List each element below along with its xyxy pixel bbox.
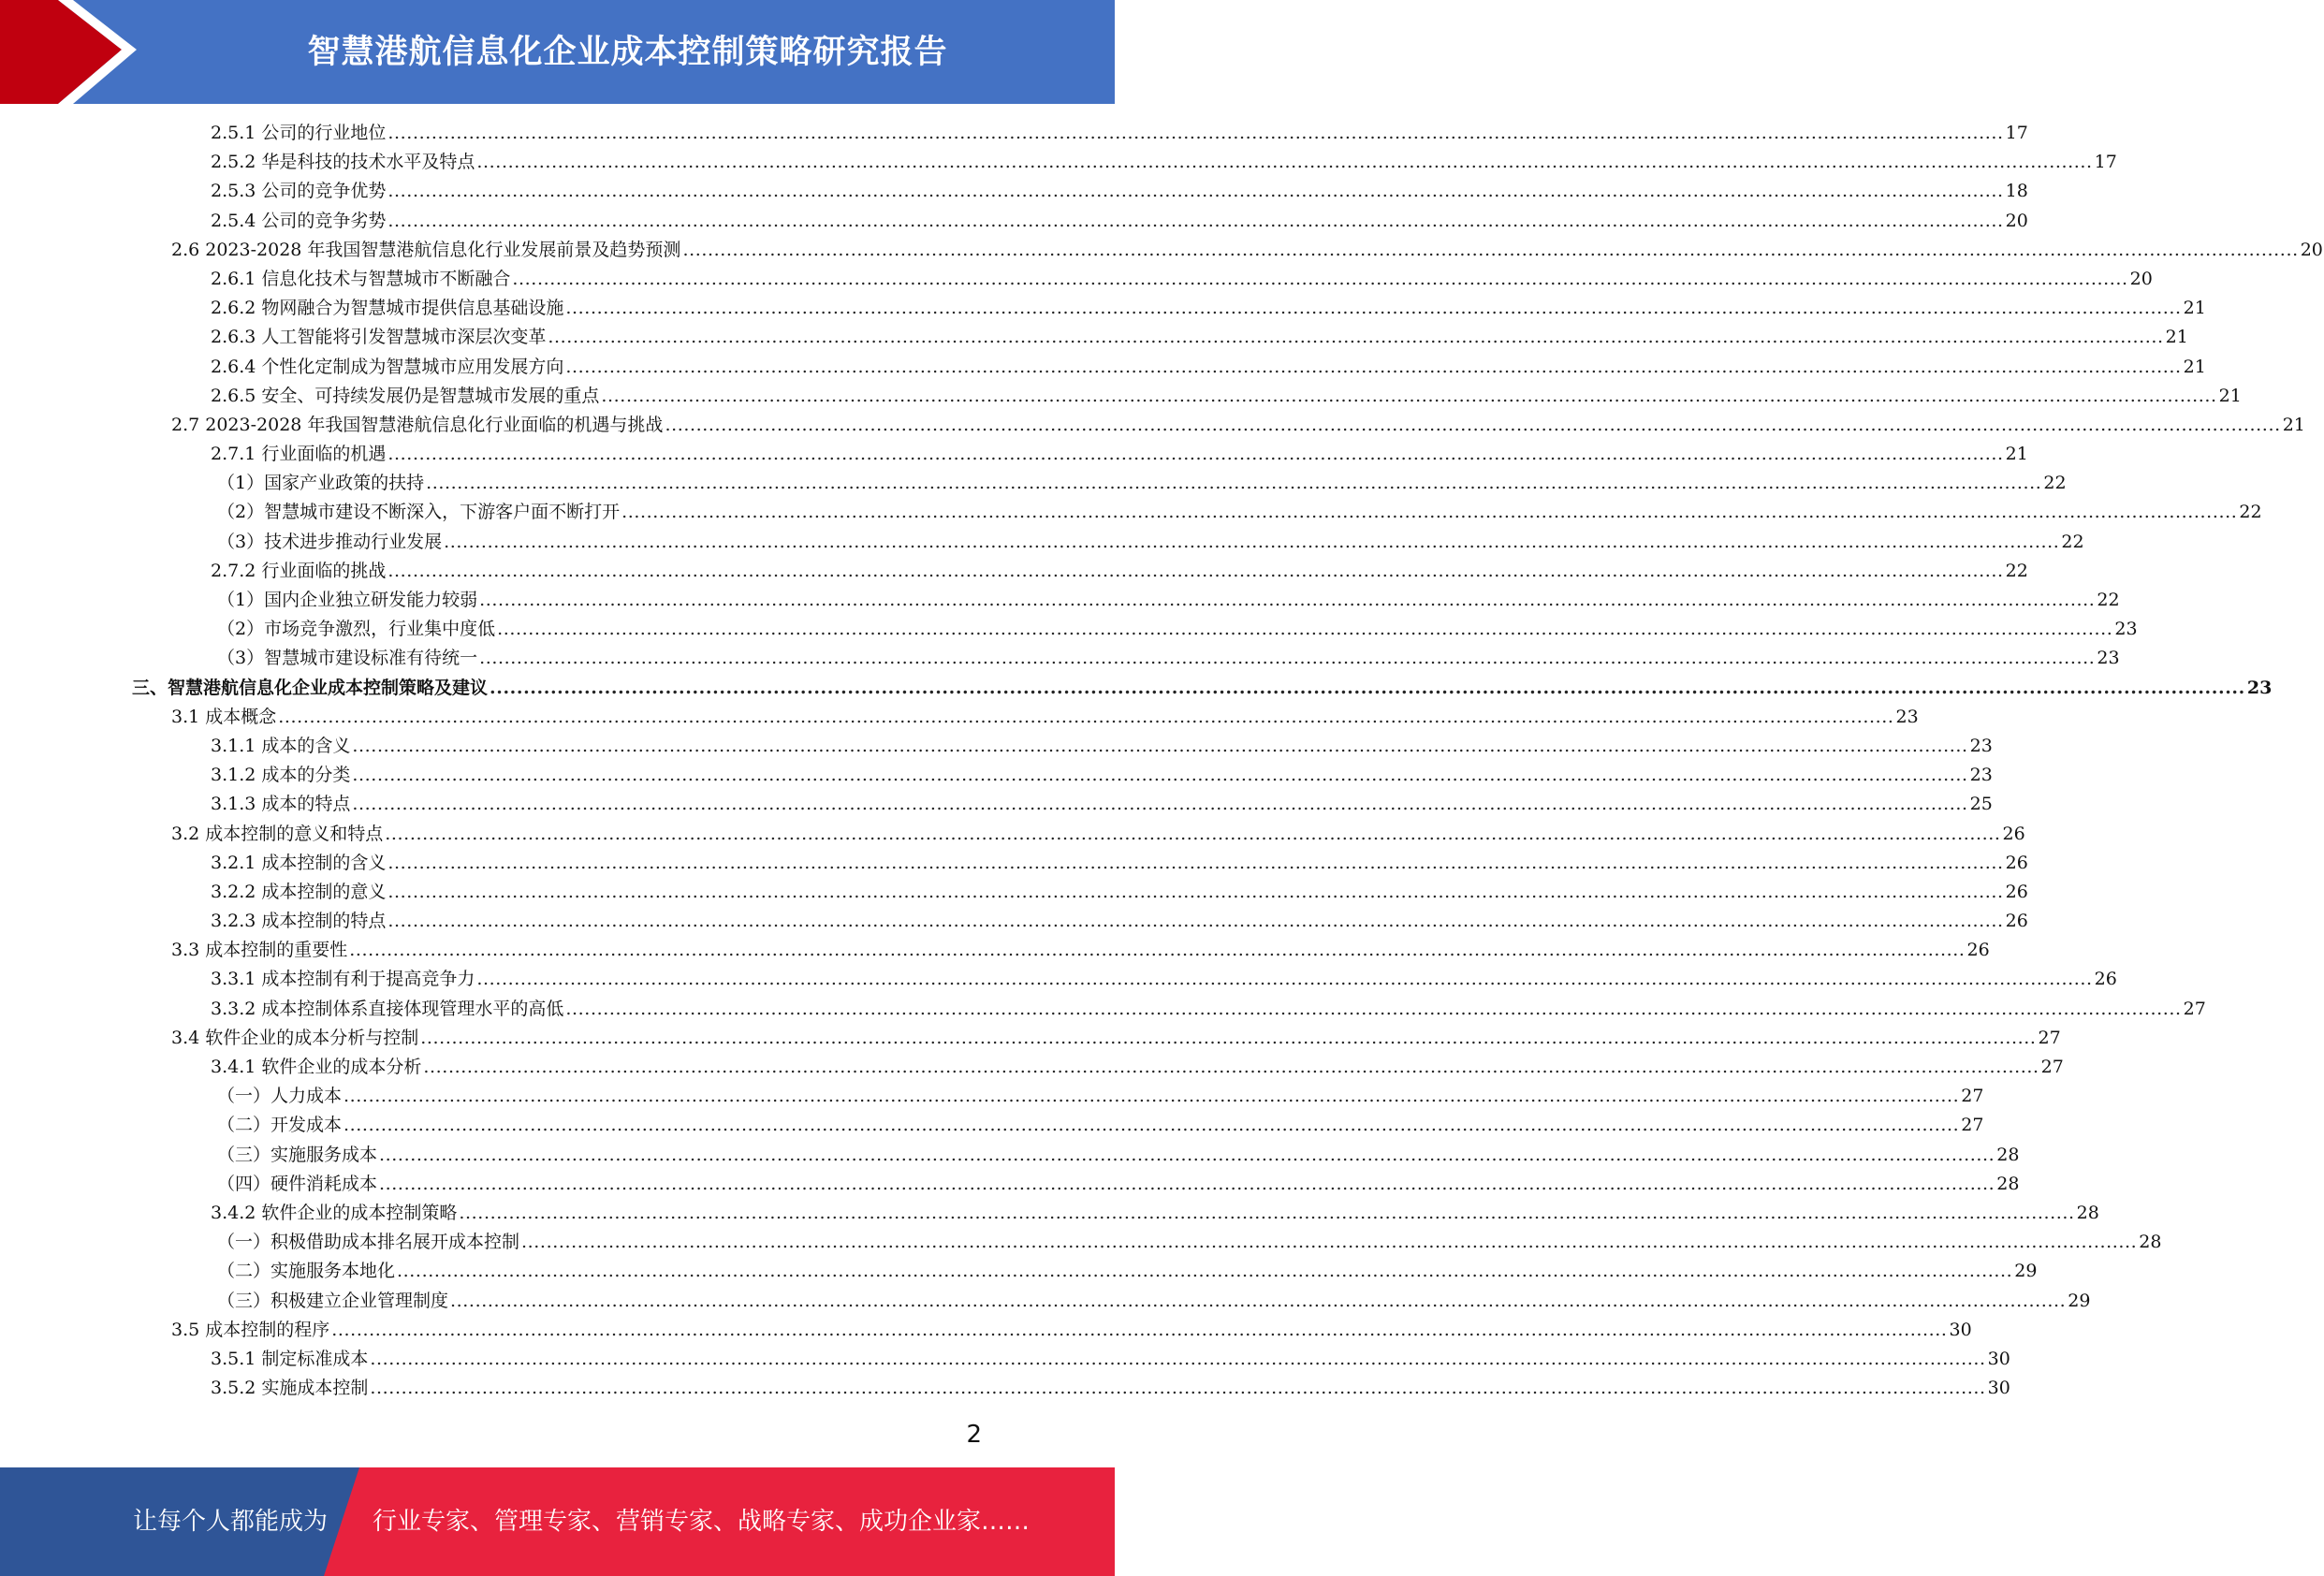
toc-entry[interactable] [0,1111,1984,1140]
toc-entry-page: 27 [2038,1027,2061,1048]
toc-dot-leader: .................................................................................................................................................................................................................................................................... [682,239,2299,260]
toc-entry[interactable] [0,1082,1984,1111]
toc-entry[interactable] [0,1374,2010,1403]
toc-dot-leader: .................................................................................................................................................................................................................................................................... [665,414,2281,435]
toc-entry-page: 21 [2005,444,2028,465]
footer-slogan-right: 行业专家、管理专家、营销专家、战略专家、成功企业家…… [373,1508,1030,1536]
toc-entry-page: 27 [2183,998,2206,1019]
toc-entry-page: 21 [2183,356,2206,377]
toc-entry[interactable] [0,907,2028,936]
toc-entry[interactable] [0,236,2323,265]
toc-entry[interactable] [0,1257,2038,1286]
page-number: 2 [966,1421,982,1449]
toc-entry-page: 26 [2094,969,2117,990]
toc-dot-leader: .................................................................................................................................................................................................................................................................... [565,356,2182,377]
toc-entry-title: 2.6.5 安全、可持续发展仍是智慧城市发展的重点 [211,385,600,406]
toc-dot-leader: .................................................................................................................................................................................................................................................................... [387,881,2004,902]
toc-entry-page: 20 [2129,268,2153,289]
toc-entry-page: 27 [2040,1057,2064,1077]
toc-entry[interactable] [0,790,1993,819]
toc-dot-leader: .................................................................................................................................................................................................................................................................... [387,210,2004,231]
toc-entry-title: 三、智慧港航信息化企业成本控制策略及建议 [132,677,489,698]
toc-entry[interactable] [0,615,2138,644]
toc-dot-leader: .................................................................................................................................................................................................................................................................... [352,794,1968,815]
toc-entry-page: 22 [2043,473,2067,494]
toc-dot-leader: .................................................................................................................................................................................................................................................................... [352,765,1968,786]
toc-entry[interactable] [0,878,2028,907]
toc-dot-leader: .................................................................................................................................................................................................................................................................... [601,385,2217,406]
toc-entry-title: 2.6.3 人工智能将引发智慧城市深层次变革 [211,327,547,348]
toc-entry-title: 3.3 成本控制的重要性 [171,940,348,961]
toc-entry-page: 29 [2014,1261,2038,1282]
toc-entry[interactable] [0,177,2028,206]
toc-entry[interactable] [0,119,2028,148]
toc-entry-page: 23 [1969,765,1993,786]
footer-slogan-left: 让每个人都能成为 [133,1508,329,1536]
toc-entry[interactable] [0,849,2028,878]
toc-dot-leader: .................................................................................................................................................................................................................................................................... [397,1261,2013,1282]
toc-entry-title: 3.5.2 实施成本控制 [211,1378,369,1399]
toc-entry[interactable] [0,1024,2061,1053]
toc-entry[interactable] [0,1228,2162,1257]
toc-entry-title: 2.6 2023-2028 年我国智慧港航信息化行业发展前景及趋势预测 [171,239,681,260]
toc-dot-leader: .................................................................................................................................................................................................................................................................... [331,1319,1948,1340]
toc-entry-title: 3.3.1 成本控制有利于提高竞争力 [211,969,475,990]
toc-entry-title: 2.7.2 行业面临的挑战 [211,560,387,581]
toc-entry-page: 21 [2282,414,2305,435]
toc-entry-page: 22 [2061,531,2084,552]
toc-entry-page: 17 [2094,152,2117,173]
toc-entry[interactable] [0,1316,1972,1345]
toc-entry-page: 26 [1966,940,1990,961]
toc-entry-title: 3.5 成本控制的程序 [171,1319,330,1340]
toc-dot-leader: .................................................................................................................................................................................................................................................................... [370,1348,1986,1369]
toc-entry-page: 21 [2218,385,2242,406]
toc-entry-title: 2.6.1 信息化技术与智慧城市不断融合 [211,268,511,289]
toc-dot-leader: .................................................................................................................................................................................................................................................................... [349,940,1966,961]
toc-entry-title: （1）国内企业独立研发能力较弱 [217,590,478,610]
toc-dot-leader: .................................................................................................................................................................................................................................................................... [423,1057,2039,1077]
page-footer [0,1467,1115,1576]
toc-entry-page: 27 [1961,1086,1984,1107]
report-title: 智慧港航信息化企业成本控制策略研究报告 [307,34,948,71]
toc-entry[interactable] [0,820,2025,849]
toc-entry-page: 23 [1969,735,1993,756]
toc-entry-title: 2.7 2023-2028 年我国智慧港航信息化行业面临的机遇与挑战 [171,414,664,435]
toc-entry-title: （二）开发成本 [217,1115,343,1136]
toc-entry-title: （2）市场竞争激烈，行业集中度低 [217,619,496,640]
toc-dot-leader: .................................................................................................................................................................................................................................................................... [459,1202,2075,1223]
toc-entry[interactable] [0,703,1919,732]
toc-entry-title: （一）人力成本 [217,1086,343,1107]
toc-entry-page: 28 [1996,1144,2020,1165]
toc-entry-title: （3）智慧城市建设标准有待统一 [217,648,478,669]
table-of-contents [0,119,2323,1403]
toc-entry[interactable] [0,936,1990,965]
toc-entry-title: 3.4 软件企业的成本分析与控制 [171,1027,419,1048]
toc-entry-title: 2.6.4 个性化定制成为智慧城市应用发展方向 [211,356,564,377]
toc-entry[interactable] [0,148,2117,177]
toc-entry[interactable] [0,1287,2091,1316]
toc-dot-leader: .................................................................................................................................................................................................................................................................... [352,735,1968,756]
toc-entry-title: 3.5.1 制定标准成本 [211,1348,369,1369]
toc-entry-page: 22 [2239,502,2262,523]
toc-dot-leader: .................................................................................................................................................................................................................................................................... [548,327,2164,348]
toc-dot-leader: .................................................................................................................................................................................................................................................................... [385,823,2001,844]
toc-entry-title: 2.7.1 行业面临的机遇 [211,444,387,465]
toc-entry-title: 3.4.2 软件企业的成本控制策略 [211,1202,458,1223]
toc-dot-leader: .................................................................................................................................................................................................................................................................... [565,998,2182,1019]
toc-entry-page: 23 [2114,619,2138,640]
toc-entry[interactable] [0,323,2188,352]
toc-entry-title: 3.2.2 成本控制的意义 [211,881,387,902]
page-header [0,0,1115,104]
toc-dot-leader: .................................................................................................................................................................................................................................................................... [450,1290,2067,1311]
toc-entry[interactable] [0,469,2067,498]
toc-entry-title: 3.1.2 成本的分类 [211,765,351,786]
toc-entry[interactable] [0,265,2153,294]
toc-entry-title: （三）实施服务成本 [217,1144,378,1165]
toc-entry-page: 30 [1987,1348,2010,1369]
toc-dot-leader: .................................................................................................................................................................................................................................................................... [343,1115,1960,1136]
toc-entry[interactable] [0,1053,2064,1082]
toc-dot-leader: .................................................................................................................................................................................................................................................................... [476,152,2093,173]
toc-entry[interactable] [0,294,2206,323]
toc-entry[interactable] [0,965,2117,994]
toc-entry-title: 2.5.4 公司的竞争劣势 [211,210,387,231]
toc-entry-page: 26 [2005,881,2028,902]
toc-entry[interactable] [0,207,2028,236]
toc-dot-leader: .................................................................................................................................................................................................................................................................... [379,1144,1995,1165]
toc-entry-page: 23 [2097,648,2120,669]
toc-entry-page: 28 [2076,1202,2099,1223]
toc-entry-title: 3.3.2 成本控制体系直接体现管理水平的高低 [211,998,564,1019]
toc-entry-page: 25 [1969,794,1993,815]
toc-dot-leader: .................................................................................................................................................................................................................................................................... [521,1232,2138,1253]
toc-entry-title: 2.6.2 物网融合为智慧城市提供信息基础设施 [211,298,564,319]
toc-dot-leader: .................................................................................................................................................................................................................................................................... [387,852,2004,873]
toc-entry-page: 22 [2097,590,2120,610]
toc-entry-page: 30 [1949,1319,1972,1340]
toc-entry[interactable] [0,644,2120,673]
toc-entry-title: （3）技术进步推动行业发展 [217,531,443,552]
toc-entry-title: 3.1 成本概念 [171,706,277,727]
toc-entry-page: 30 [1987,1378,2010,1399]
toc-entry-title: 3.2 成本控制的意义和特点 [171,823,384,844]
toc-dot-leader: .................................................................................................................................................................................................................................................................... [387,181,2004,202]
toc-entry-title: 2.5.3 公司的竞争优势 [211,181,387,202]
toc-entry[interactable] [0,1199,2099,1228]
toc-dot-leader: .................................................................................................................................................................................................................................................................... [490,677,2245,698]
toc-dot-leader: .................................................................................................................................................................................................................................................................... [343,1086,1960,1107]
toc-entry-page: 22 [2005,560,2028,581]
toc-entry[interactable] [0,1141,2020,1170]
toc-entry[interactable] [0,674,2273,703]
toc-entry-page: 29 [2068,1290,2091,1311]
toc-entry-title: （二）实施服务本地化 [217,1261,396,1282]
toc-entry[interactable] [0,732,1993,761]
toc-entry[interactable] [0,528,2084,557]
toc-dot-leader: .................................................................................................................................................................................................................................................................... [426,473,2042,494]
toc-entry[interactable] [0,761,1993,790]
toc-entry[interactable] [0,353,2206,382]
toc-entry-title: 3.1.3 成本的特点 [211,794,351,815]
header-arrow-decoration [0,0,150,104]
toc-dot-leader: .................................................................................................................................................................................................................................................................... [420,1027,2037,1048]
toc-entry-title: （1）国家产业政策的扶持 [217,473,425,494]
toc-entry-title: （三）积极建立企业管理制度 [217,1290,449,1311]
toc-dot-leader: .................................................................................................................................................................................................................................................................... [479,590,2096,610]
toc-dot-leader: .................................................................................................................................................................................................................................................................... [497,619,2113,640]
toc-dot-leader: .................................................................................................................................................................................................................................................................... [512,268,2128,289]
toc-dot-leader: .................................................................................................................................................................................................................................................................... [476,969,2093,990]
toc-dot-leader: .................................................................................................................................................................................................................................................................... [621,502,2238,523]
toc-entry-page: 26 [2002,823,2025,844]
toc-dot-leader: .................................................................................................................................................................................................................................................................... [387,123,2004,143]
toc-entry-title: 3.2.3 成本控制的特点 [211,911,387,932]
toc-entry-title: 3.2.1 成本控制的含义 [211,852,387,873]
toc-entry-page: 23 [1895,706,1919,727]
toc-entry-page: 28 [1996,1173,2020,1194]
toc-entry-title: （一）积极借助成本排名展开成本控制 [217,1232,520,1253]
toc-dot-leader: .................................................................................................................................................................................................................................................................... [444,531,2060,552]
toc-dot-leader: .................................................................................................................................................................................................................................................................... [370,1378,1986,1399]
toc-dot-leader: .................................................................................................................................................................................................................................................................... [387,560,2004,581]
toc-entry-page: 26 [2005,852,2028,873]
toc-entry-page: 28 [2139,1232,2162,1253]
toc-entry-title: （四）硬件消耗成本 [217,1173,378,1194]
toc-entry-page: 20 [2300,239,2323,260]
toc-entry[interactable] [0,1345,2010,1374]
toc-entry[interactable] [0,411,2305,440]
toc-entry[interactable] [0,498,2262,527]
toc-dot-leader: .................................................................................................................................................................................................................................................................... [479,648,2096,669]
toc-entry-title: 3.1.1 成本的含义 [211,735,351,756]
toc-entry[interactable] [0,1170,2020,1199]
toc-entry[interactable] [0,586,2120,615]
toc-entry-page: 20 [2005,210,2028,231]
toc-dot-leader: .................................................................................................................................................................................................................................................................... [387,911,2004,932]
toc-entry-page: 21 [2183,298,2206,319]
toc-dot-leader: .................................................................................................................................................................................................................................................................... [379,1173,1995,1194]
toc-entry-page: 27 [1961,1115,1984,1136]
toc-entry-page: 17 [2005,123,2028,143]
toc-entry-page: 26 [2005,911,2028,932]
toc-entry-title: 3.4.1 软件企业的成本分析 [211,1057,422,1077]
toc-entry[interactable] [0,557,2028,586]
toc-entry[interactable] [0,440,2028,469]
toc-entry[interactable] [0,995,2206,1024]
toc-dot-leader: .................................................................................................................................................................................................................................................................... [565,298,2182,319]
toc-entry-page: 21 [2165,327,2188,348]
toc-entry-title: （2）智慧城市建设不断深入，下游客户面不断打开 [217,502,621,523]
toc-dot-leader: .................................................................................................................................................................................................................................................................... [278,706,1894,727]
toc-entry[interactable] [0,382,2242,411]
toc-entry-page: 18 [2005,181,2028,202]
toc-entry-title: 2.5.1 公司的行业地位 [211,123,387,143]
toc-dot-leader: .................................................................................................................................................................................................................................................................... [387,444,2004,465]
toc-entry-title: 2.5.2 华是科技的技术水平及特点 [211,152,475,173]
toc-entry-page: 23 [2246,677,2273,698]
